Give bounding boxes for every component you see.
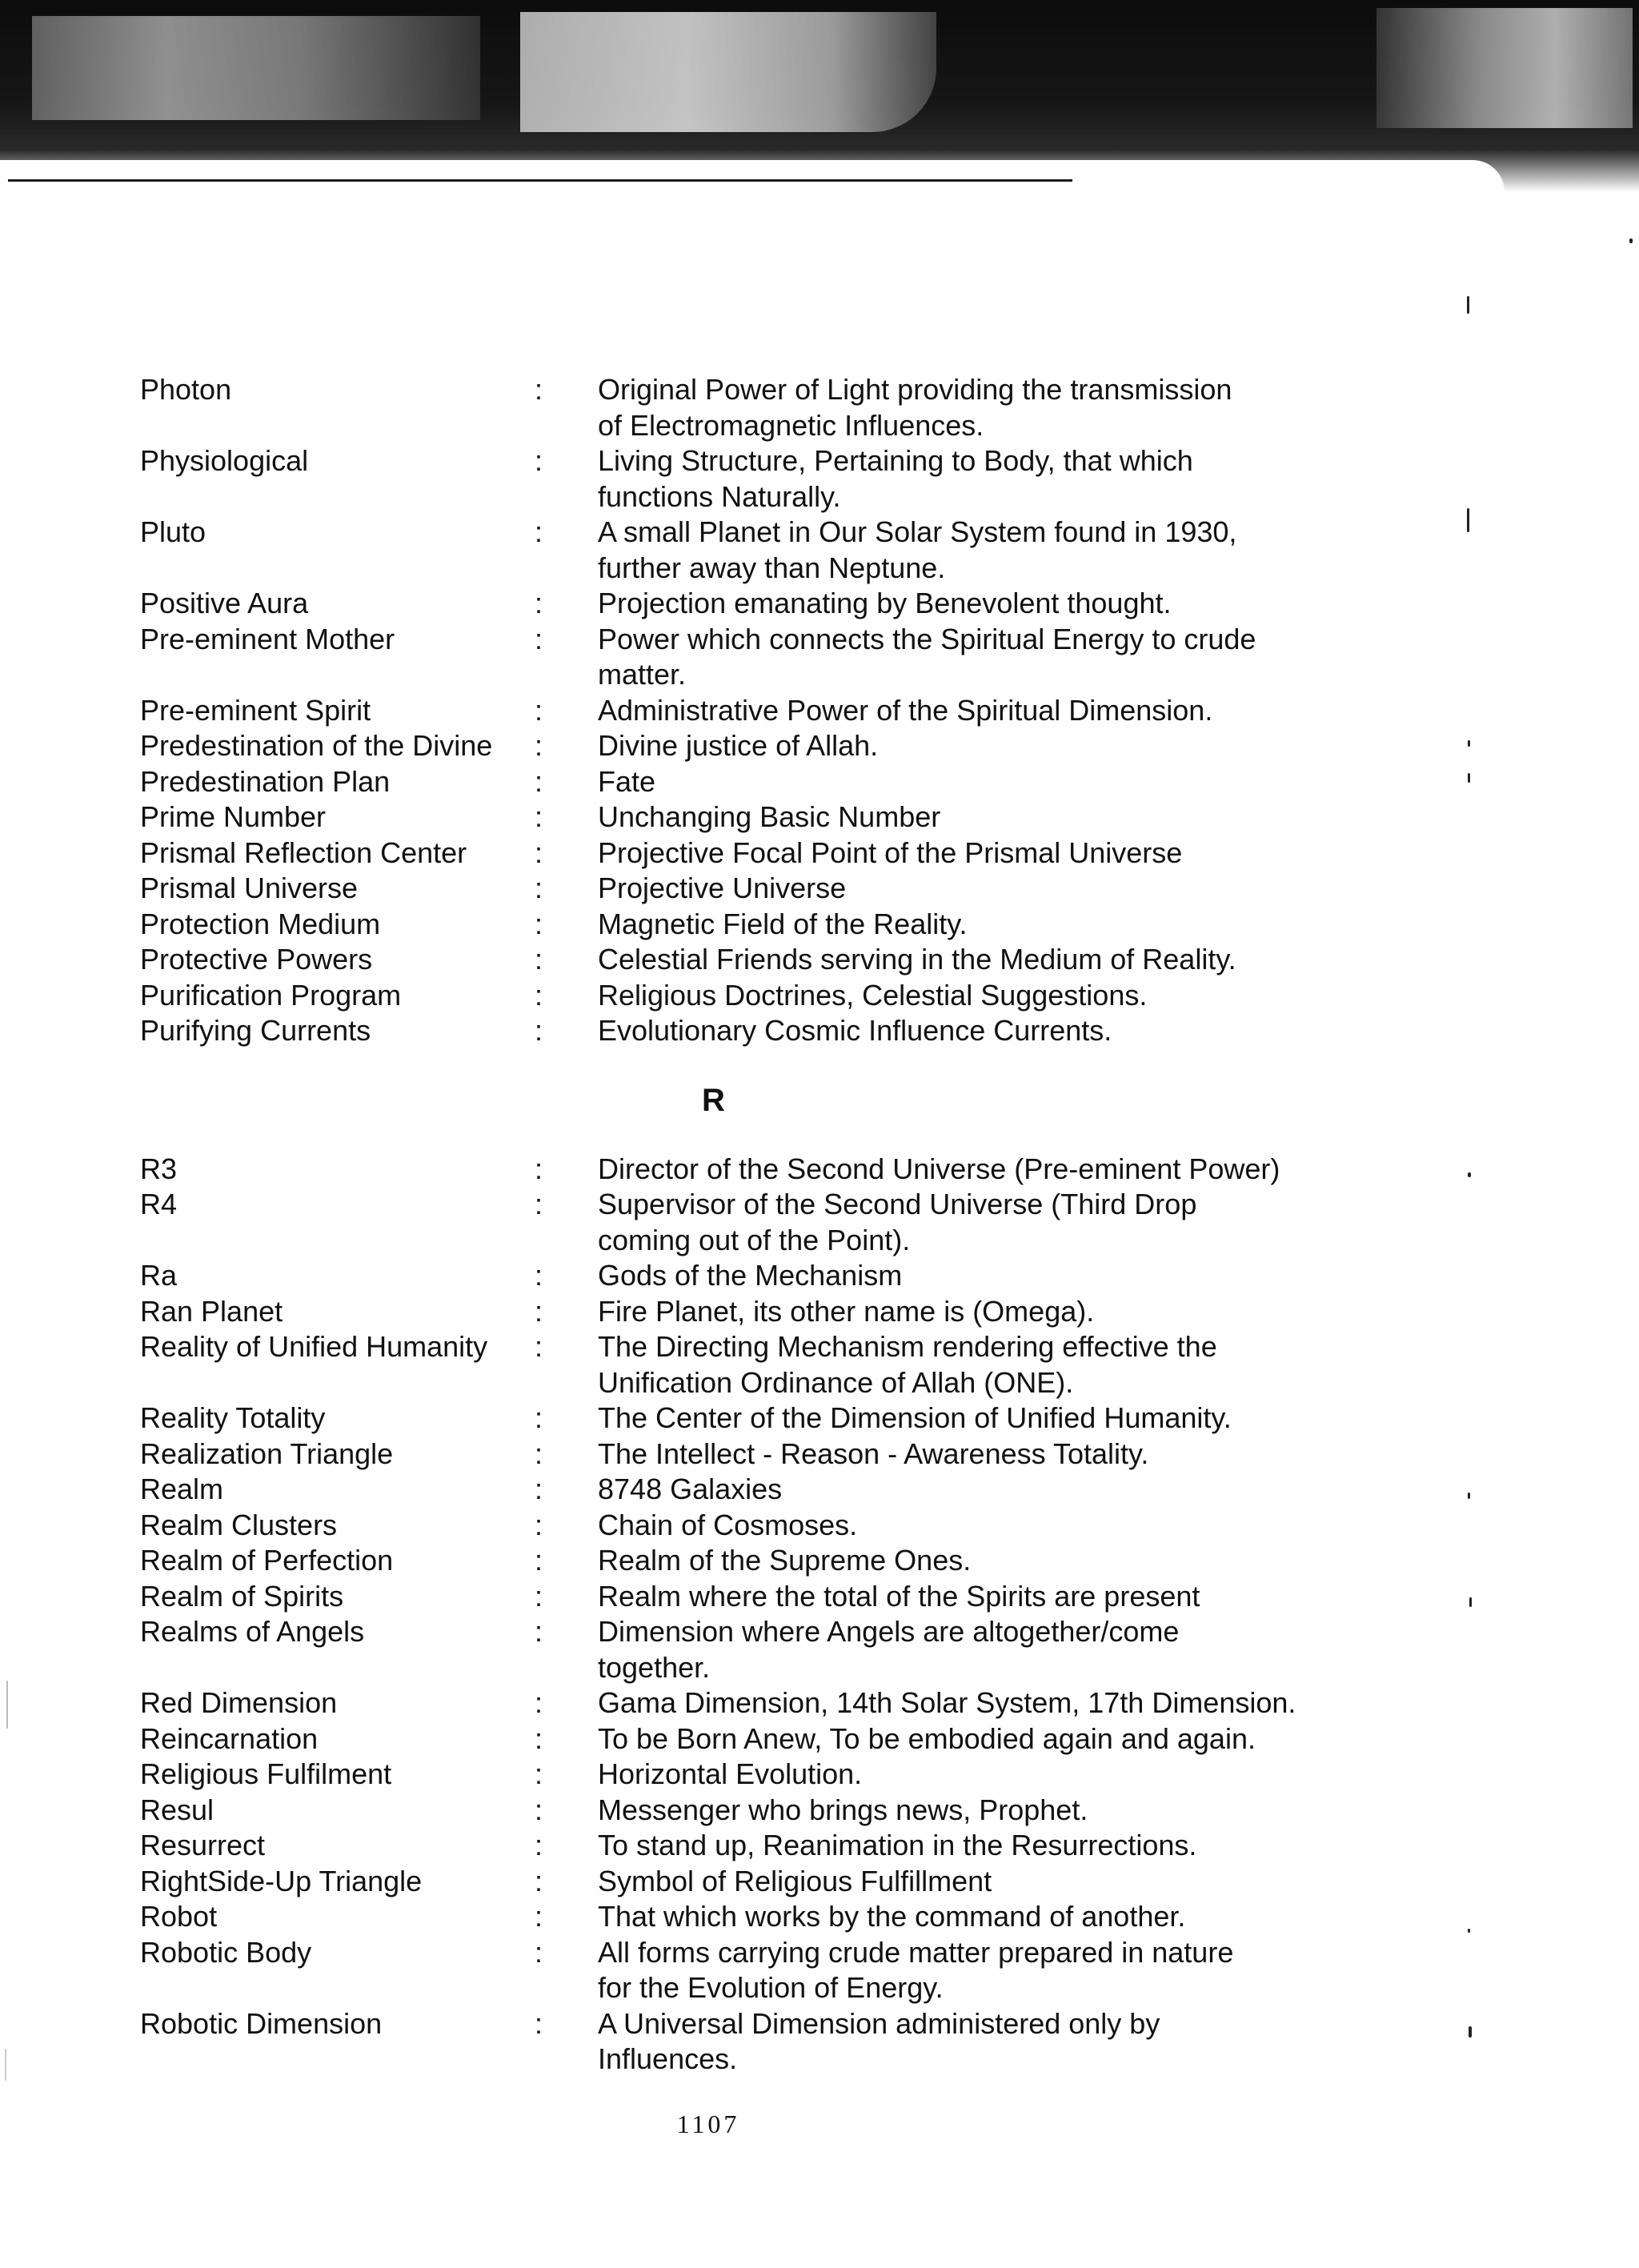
glossary-entry	[140, 1757, 1300, 1793]
entry-separator: :	[534, 1935, 543, 1969]
entry-definition: Realm of the Supreme Ones.	[598, 1544, 972, 1577]
entry-separator: :	[534, 1294, 543, 1328]
entry-definition: Religious Doctrines, Celestial Suggestions.	[598, 978, 1148, 1012]
entry-term: Prismal Reflection Center	[140, 835, 467, 869]
entry-definition: That which works by the command of another.	[598, 1900, 1186, 1933]
entry-definition: To be Born Anew, To be embodied again and again.	[598, 1721, 1256, 1755]
top-rule-line	[8, 179, 1072, 182]
entry-term: Predestination of the Divine	[140, 729, 493, 762]
entry-definition: Power which connects the Spiritual Energy to crude matter.	[598, 622, 1256, 691]
glossary-entry	[140, 2006, 1300, 2078]
entry-term: Prismal Universe	[140, 872, 359, 904]
entry-definition: Unchanging Basic Number	[598, 800, 941, 833]
glossary-entry	[140, 1864, 1300, 1900]
entry-separator: :	[534, 1152, 543, 1185]
entry-term: Realm Clusters	[140, 1508, 338, 1541]
entry-term: Robotic Dimension	[140, 2006, 383, 2040]
entry-separator: :	[534, 1757, 543, 1790]
entry-separator: :	[534, 1259, 543, 1292]
entry-definition: Chain of Cosmoses.	[598, 1508, 858, 1541]
glossary-entry	[140, 1793, 1300, 1829]
entry-term: Resul	[140, 1793, 214, 1826]
entry-definition: The Directing Mechanism rendering effective the Unification Ordinance of Allah (ONE).	[598, 1330, 1217, 1399]
entry-term: Realization Triangle	[140, 1437, 394, 1470]
entry-definition: Administrative Power of the Spiritual Dimension.	[598, 693, 1213, 727]
entry-separator: :	[534, 1014, 543, 1047]
entry-definition: To stand up, Reanimation in the Resurrections.	[598, 1829, 1197, 1861]
glossary-entry	[140, 942, 1300, 978]
entry-term: Pluto	[140, 515, 206, 548]
glossary-entry	[140, 1013, 1300, 1049]
entry-term: Protection Medium	[140, 907, 381, 940]
scan-glare-center	[520, 12, 936, 132]
entry-definition: Director of the Second Universe (Pre-eminent Power)	[598, 1152, 1280, 1185]
glossary-entry	[140, 871, 1300, 907]
entry-definition: Original Power of Light providing the transmission of Electromagnetic Influences.	[598, 373, 1232, 442]
glossary-entry	[140, 1187, 1300, 1258]
entry-term: Physiological	[140, 444, 309, 477]
glossary-entry	[140, 372, 1300, 443]
glossary-entry	[140, 1579, 1300, 1615]
entry-definition: Horizontal Evolution.	[598, 1757, 863, 1790]
entry-separator: :	[534, 1721, 543, 1755]
entry-definition: A Universal Dimension administered only by Influences.	[598, 2006, 1160, 2075]
entry-separator: :	[534, 943, 543, 976]
glossary-entry	[140, 443, 1300, 515]
entry-term: Reality Totality	[140, 1401, 326, 1434]
entry-term: Purification Program	[140, 978, 402, 1012]
glossary-entry	[140, 693, 1300, 729]
entry-separator: :	[534, 1437, 543, 1470]
entry-term: R4	[140, 1188, 178, 1220]
entry-term: Religious Fulfilment	[140, 1757, 392, 1790]
entry-term: Photon	[140, 373, 232, 406]
entry-definition: Messenger who brings news, Prophet.	[598, 1793, 1088, 1826]
entry-separator: :	[534, 373, 543, 406]
entry-separator: :	[534, 729, 543, 762]
section-heading: R	[702, 1082, 725, 1118]
glossary-entry	[140, 622, 1300, 693]
entry-definition: Supervisor of the Second Universe (Third Drop coming out of the Point).	[598, 1188, 1197, 1256]
entry-separator: :	[534, 1188, 543, 1220]
entry-separator: :	[534, 1330, 543, 1363]
entry-definition: The Center of the Dimension of Unified Humanity.	[598, 1401, 1232, 1434]
entry-term: Robotic Body	[140, 1935, 312, 1969]
glossary-entry	[140, 978, 1300, 1014]
entry-separator: :	[534, 978, 543, 1012]
entry-definition: Projective Universe	[598, 872, 847, 904]
glossary-entry	[140, 1543, 1300, 1579]
entry-separator: :	[534, 1793, 543, 1826]
entry-term: Reality of Unified Humanity	[140, 1330, 488, 1363]
entry-term: Robot	[140, 1900, 218, 1933]
glossary-entry	[140, 1614, 1300, 1685]
glossary-entry	[140, 1828, 1300, 1864]
entry-term: Reincarnation	[140, 1721, 319, 1755]
entry-term: Ran Planet	[140, 1294, 283, 1328]
entry-term: Purifying Currents	[140, 1014, 371, 1047]
entry-separator: :	[534, 872, 543, 904]
entry-term: Red Dimension	[140, 1686, 338, 1719]
glossary-entry	[140, 728, 1300, 764]
entry-definition: Divine justice of Allah.	[598, 729, 879, 762]
scan-page-edge	[0, 160, 1505, 192]
glossary-entry	[140, 835, 1300, 872]
entry-separator: :	[534, 444, 543, 477]
entry-separator: :	[534, 1864, 543, 1897]
entry-term: Resurrect	[140, 1829, 266, 1861]
scan-glare-left	[32, 16, 480, 120]
entry-definition: Evolutionary Cosmic Influence Currents.	[598, 1014, 1112, 1047]
entry-separator: :	[534, 515, 543, 548]
glossary-entry	[140, 1685, 1300, 1721]
entry-separator: :	[534, 1401, 543, 1434]
glossary-entry	[140, 1400, 1300, 1437]
entry-separator: :	[534, 587, 543, 619]
entry-term: Pre-eminent Spirit	[140, 693, 371, 727]
entry-definition: Projective Focal Point of the Prismal Universe	[598, 835, 1183, 869]
entry-term: RightSide-Up Triangle	[140, 1864, 423, 1897]
entry-term: Protective Powers	[140, 943, 373, 976]
glossary	[140, 372, 1300, 2078]
entry-separator: :	[534, 2006, 543, 2040]
entry-definition: Symbol of Religious Fulfillment	[598, 1864, 992, 1897]
glossary-entry	[140, 799, 1300, 835]
entry-separator: :	[534, 1473, 543, 1505]
entry-definition: Gods of the Mechanism	[598, 1259, 903, 1292]
entry-definition: Dimension where Angels are altogether/come together.	[598, 1615, 1180, 1684]
entry-separator: :	[534, 693, 543, 727]
entry-term: Ra	[140, 1259, 178, 1292]
glossary-entry	[140, 1508, 1300, 1544]
entry-term: Realm of Perfection	[140, 1544, 394, 1577]
glossary-entry	[140, 1721, 1300, 1757]
entry-separator: :	[534, 764, 543, 798]
entry-term: Pre-eminent Mother	[140, 622, 395, 655]
entry-separator: :	[534, 1579, 543, 1613]
glossary-entry	[140, 1472, 1300, 1508]
glossary-entry	[140, 764, 1300, 800]
entry-term: Prime Number	[140, 800, 327, 833]
glossary-entry	[140, 1152, 1300, 1188]
entry-definition: A small Planet in Our Solar System found in 1930, further away than Neptune.	[598, 515, 1237, 584]
entry-definition: Celestial Friends serving in the Medium of Reality.	[598, 943, 1236, 976]
entry-separator: :	[534, 1829, 543, 1861]
entry-separator: :	[534, 835, 543, 869]
entry-term: Realm	[140, 1473, 224, 1505]
entry-definition: Projection emanating by Benevolent thought.	[598, 587, 1172, 619]
entry-separator: :	[534, 1686, 543, 1719]
glossary-entry	[140, 515, 1300, 586]
glossary-section-r	[140, 1152, 1300, 2078]
entry-separator: :	[534, 907, 543, 940]
entry-separator: :	[534, 1900, 543, 1933]
entry-separator: :	[534, 800, 543, 833]
glossary-entry	[140, 1258, 1300, 1294]
scan-glare-right	[1377, 8, 1633, 128]
entry-definition: Realm where the total of the Spirits are present	[598, 1579, 1200, 1613]
entry-separator: :	[534, 622, 543, 655]
page-number: 1107	[676, 2110, 740, 2138]
glossary-entry	[140, 907, 1300, 943]
glossary-section-p	[140, 372, 1300, 1049]
entry-separator: :	[534, 1615, 543, 1648]
entry-definition: Magnetic Field of the Reality.	[598, 907, 968, 940]
entry-definition: Gama Dimension, 14th Solar System, 17th Dimension.	[598, 1686, 1296, 1719]
entry-term: R3	[140, 1152, 178, 1185]
entry-separator: :	[534, 1544, 543, 1577]
glossary-entry	[140, 1899, 1300, 1935]
entry-term: Realm of Spirits	[140, 1579, 344, 1613]
entry-term: Realms of Angels	[140, 1615, 365, 1648]
glossary-entry	[140, 1437, 1300, 1473]
glossary-entry	[140, 1935, 1300, 2006]
entry-separator: :	[534, 1508, 543, 1541]
glossary-entry	[140, 1294, 1300, 1330]
glossary-entry	[140, 1329, 1300, 1400]
entry-definition: Living Structure, Pertaining to Body, that which functions Naturally.	[598, 444, 1193, 513]
entry-definition: All forms carrying crude matter prepared in nature for the Evolution of Energy.	[598, 1935, 1234, 2004]
glossary-entry	[140, 586, 1300, 622]
entry-term: Positive Aura	[140, 587, 309, 619]
entry-definition: Fire Planet, its other name is (Omega).	[598, 1294, 1095, 1328]
entry-term: Predestination Plan	[140, 764, 391, 798]
scan-shadow-top	[0, 0, 1639, 192]
entry-definition: The Intellect - Reason - Awareness Totality.	[598, 1437, 1149, 1470]
entry-definition: Fate	[598, 764, 656, 798]
entry-definition: 8748 Galaxies	[598, 1473, 783, 1505]
